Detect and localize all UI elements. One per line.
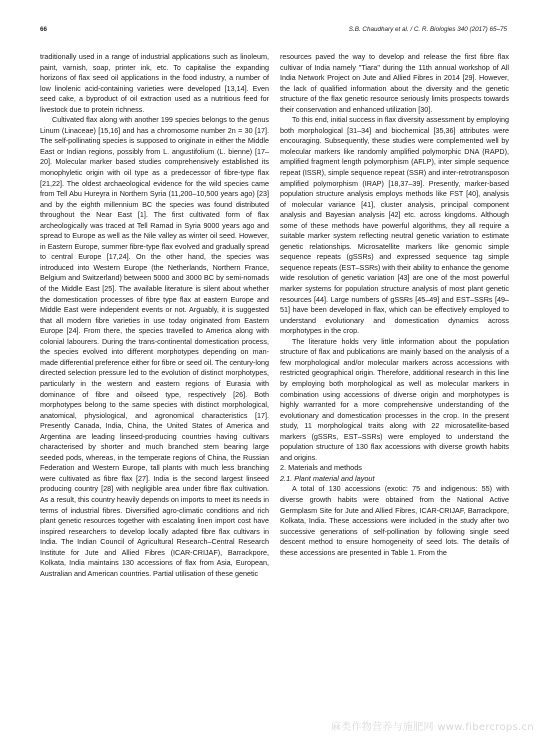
- section-heading: 2. Materials and methods: [280, 463, 362, 473]
- watermark: 麻类作物营养与施肥网 www.fibercrops.cn: [330, 722, 534, 733]
- paragraph: A total of 130 accessions (exotic: 75 and indigenous: 55) with diverse growth habits were obtained from the National Active Germplasm Site for Jute and Allied Fibres, ICAR-CRIJAF, Barrackpore, Kolkata, India. These accessions were included in the study after two successive generations of self-pollination by following single seed descent method to ensure homogeneity of seed lots. The details of these accessions are presented in Table 1. From the: [280, 484, 509, 557]
- paragraph: resources paved the way to develop and release the first fibre flax cultivar of India namely "Tiara" during the 11th annual workshop of All India Network Project on Jute and Allied Fibres in 2014 [29]. However, the lack of qualified information about the diversity and the genetic structure of the flax genetic resource seriously limits prospects towards their conservation and enhanced utilization [30].: [280, 52, 509, 114]
- running-head: S.B. Chaudhary et al. / C. R. Biologies 340 (2017) 65–75: [348, 26, 507, 33]
- paragraph: Cultivated flax along with another 199 species belongs to the genus Linum (Linaceae) [15,16] and has a chromosome number 2n = 30 [17]. The self-pollinating species is supposed to originate in either the Middle East or Indian regions, possibly from L. angustifolium (L. bienne) [17–20]. Molecular marker based studies comprehensively established its monophyletic origin with oil type as a predecessor of fibre-type flax [21,22]. The oldest archaeological evidence for the wild species came from Tell Abu Hureyra in Northern Syria (11,200–10,500 years ago) [23] and by the eighth millennium BC the species was found distributed throughout the Near East [1]. The first cultivated form of flax archeologically was traced at Tell Ramad in Syria 9000 years ago and spread to Europe as well as the Nile valley as winter oil seed. However, in Eastern Europe, summer fibre-type flax evolved and gradually spread to central Europe [17,24]. On the other hand, the species was introduced into Western Europe (the Netherlands, Northern France, Belgium and Switzerland) between 5000 and 3000 BC by semi-nomads of the Middle East [25]. The available literature is silent about whether the domestication processes of fibre type flax at eastern Europe and Middle East were independent events or not. Arguably, it is suggested that all modern fibre varieties in use today originated from Eastern Europe [24]. From there, the species travelled to America along with colonial labourers. During the trans-continental domestication process, the species evolved into different morphotypes depending on man-made differential preference either for fibre or seed oil. The century-long directed selection pressure led to the evolution of distinct morphotypes, particularly in the western and eastern regions of Eurasia with dominance of fibre and oilseed type, respectively [26]. Both morphotypes belong to the same species with distinct morphological, anatomical, physiological, and agronomical characteristics [17]. Presently Canada, India, China, the United States of America and Argentina are leading linseed-producing countries having cultivars characterised by shorter and much branched stem bearing large seeded pods, whereas, in the temperate regions of China, the Russian Federation and Western Europe, tall plants with much less branching were cultivated as fibre flax [27]. India is the second largest linseed producing country [28] with negligible area under fibre flax cultivation. As a result, this country heavily depends on imports to meet its needs in terms of industrial fibres. Diversified agro-climatic conditions and rich plant genetic resources together with escalating linen import cost have inspired researchers to develop locally adapted fibre flax cultivars in India. The Indian Council of Agricultural Research–Central Research Institute for Jute and Allied Fibres (ICAR-CRIJAF), Barrackpore, Kolkata, India maintains 130 accessions of flax from Asia, European, Australian and American countries. Partial utilisation of these genetic: [40, 115, 269, 578]
- paragraph: To this end, initial success in flax diversity assessment by employing both morphological [31–34] and biochemical [35,36] attributes were encouraging. Subsequently, these studies were complemented well by molecular markers like randomly amplified polymorphic DNA (RAPD), amplified fragment length polymorphism (AFLP), inter simple sequence repeat (ISSR), simple sequence repeat (SSR) and inter-retrotransposon amplified polymorphism (IRAP) [18,37–39]. Presently, marker-based population structure analysis employs methods like FST [40], analysis of molecular variance [41], cluster analysis, principal component analysis and Bayesian analysis [42] etc. across kingdoms. Although some of these methods have powerful algorithms, they all require a suitable marker system reflecting neutral genetic variation to estimate genetic relationships. Microsatellite markers like genomic simple sequence repeats (gSSRs) and expressed sequence tag simple sequence repeats (EST–SSRs) with their ability to enhance the genome wide resolution of genetic variation [43] are one of the most powerful marker systems for population structure analysis of most plant genetic resources [44]. Large numbers of gSSRs [45–49] and EST–SSRs [49–51] have been developed in flax, which can be effectively employed to understand evolutionary and domestication dynamics across morphotypes in the crop.: [280, 115, 509, 336]
- paragraph: traditionally used in a range of industrial applications such as linoleum, paint, varnish, soap, printer ink, etc. To capitalise the expanding horizons of flax seed oil applications in the food industry, a number of low linolenic acid-containing varieties were developed [13,14]. Even seed cake, a byproduct of oil extraction used as a nutritious feed for livestock due to protein richness.: [40, 52, 269, 114]
- subsection-heading: 2.1. Plant material and layout: [280, 473, 375, 483]
- left-column: [40, 52, 269, 579]
- page-number: 66: [40, 26, 48, 33]
- right-column: [280, 52, 509, 558]
- page-header: [40, 26, 507, 38]
- paragraph: The literature holds very little information about the population structure of flax and publications are mainly based on the analysis of a few morphological and/or molecular markers across accessions with restricted geographical origin. Therefore, additional research in this line by employing both morphological as well as molecular markers in combination using accessions of diverse origin and morphotypes is highly warranted for a more comprehensive understanding of the evolutionary and domestication processes in the crop. In the present study, 11 morphological traits along with 22 microsatellite-based markers (gSSRs, EST–SSRs) were employed to understand the population structure of 130 flax accessions with diverse growth habits and origins.: [280, 336, 509, 462]
